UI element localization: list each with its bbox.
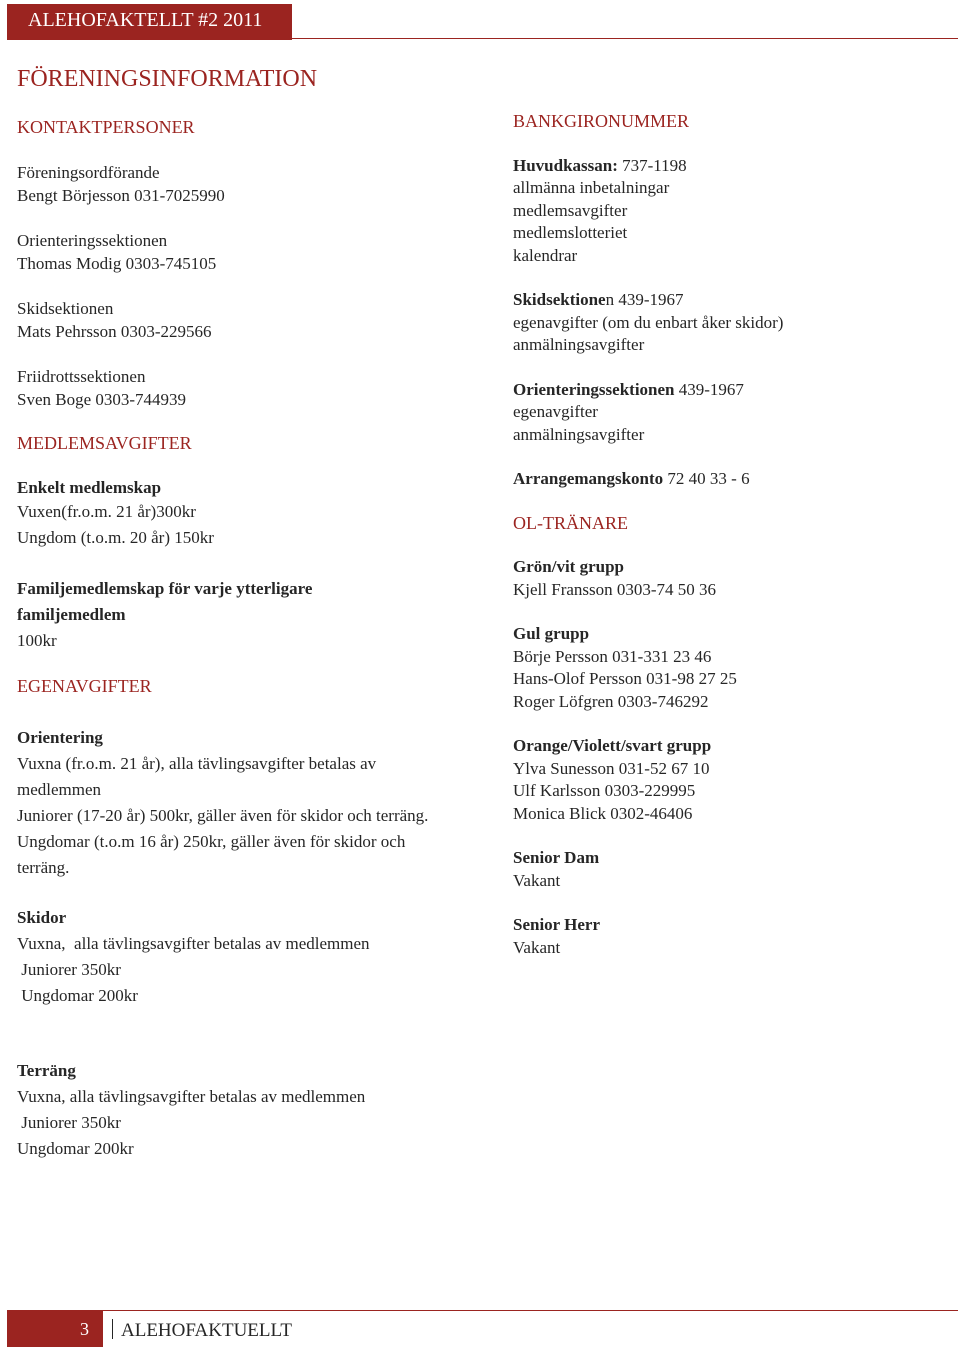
- terrang-block: [17, 1058, 467, 1162]
- kontakt-person: Bengt Börjesson 031-7025990: [17, 186, 225, 205]
- skid-item: egenavgifter (om du enbart åker skidor): [513, 312, 784, 332]
- header-rule: [292, 38, 958, 39]
- orient-bank-label: Orienteringssektionen: [513, 379, 675, 399]
- skidor-label: Skidor: [17, 908, 67, 927]
- ol-member: Börje Persson 031-331 23 46: [513, 646, 712, 666]
- kontakt-role: Skidsektionen: [17, 299, 114, 318]
- skidor-line: Vuxna, alla tävlingsavgifter betalas av medlemmen: [17, 934, 370, 953]
- orient-bank-line: [513, 379, 953, 402]
- huvud-item: medlemsavgifter: [513, 200, 628, 220]
- ol-group-name: Senior Herr: [513, 915, 601, 934]
- ol-member: Kjell Fransson 0303-74 50 36: [513, 579, 717, 599]
- kontakt-heading: KONTAKTPERSONER: [17, 117, 195, 137]
- arr-label: Arrangemangskonto: [513, 469, 664, 488]
- huvud-item: allmänna inbetalningar: [513, 178, 670, 197]
- orient-bank-item: anmälningsavgifter: [513, 424, 645, 444]
- kontakt-role: Friidrottssektionen: [17, 367, 146, 386]
- ol-group-name: Grön/vit grupp: [513, 557, 624, 576]
- kontakt-role: Orienteringssektionen: [17, 231, 168, 250]
- huvud-item: kalendrar: [513, 245, 578, 265]
- orient-line: Juniorer (17-20 år) 500kr, gäller även för skidor och terräng.: [17, 806, 429, 825]
- footer-rule: [7, 1310, 958, 1311]
- skid-label: Skidsektione: [513, 290, 606, 309]
- terrang-label: Terräng: [17, 1061, 76, 1080]
- footer-separator: [112, 1319, 113, 1339]
- orient-line: Ungdomar (t.o.m 16 år) 250kr, gäller även för skidor och terräng.: [17, 832, 406, 877]
- ol-group-name: Orange/Violett/svart grupp: [513, 736, 712, 755]
- orient-line: Vuxna (fr.o.m. 21 år), alla tävlingsavgifter betalas av medlemmen: [17, 754, 377, 799]
- skid-line: [513, 289, 953, 312]
- skid-item: anmälningsavgifter: [513, 335, 645, 354]
- huvud-label: Huvudkassan:: [513, 155, 618, 175]
- familj-label: Familjemedlemskap för varje ytterligare familjemedlem: [17, 579, 313, 624]
- footer-name-wrap: [112, 1319, 292, 1342]
- arr-number: 72 40 33 - 6: [663, 469, 750, 488]
- ungdom-price: Ungdom (t.o.m. 20 år) 150kr: [17, 528, 214, 547]
- skid-rest: n 439-1967: [605, 290, 684, 309]
- page-title: FÖRENINGSINFORMATION: [17, 66, 318, 92]
- kontakt-person: Thomas Modig 0303-745105: [17, 254, 217, 273]
- skidor-line: Ungdomar 200kr: [17, 986, 138, 1005]
- orient-bank-item: egenavgifter: [513, 402, 598, 421]
- huvud-item: medlemslotteriet: [513, 223, 628, 242]
- vuxen-price: Vuxen(fr.o.m. 21 år)300kr: [17, 502, 196, 521]
- ol-member: Vakant: [513, 870, 561, 890]
- ol-member: Ulf Karlsson 0303-229995: [513, 781, 696, 800]
- kontakt-role: Föreningsordförande: [17, 163, 160, 182]
- familj-price: 100kr: [17, 631, 57, 650]
- ol-member: Vakant: [513, 937, 561, 957]
- page-number: 3: [80, 1319, 89, 1339]
- terrang-line: Juniorer 350kr: [17, 1113, 121, 1132]
- orient-bank-number: 439-1967: [674, 379, 744, 399]
- kontakt-person: Sven Boge 0303-744939: [17, 390, 187, 409]
- terrang-line: Vuxna, alla tävlingsavgifter betalas av medlemmen: [17, 1087, 366, 1106]
- ol-member: Ylva Sunesson 031-52 67 10: [513, 758, 710, 778]
- left-column: [17, 116, 467, 1009]
- ol-member: Monica Blick 0302-46406: [513, 803, 693, 823]
- header-title: ALEHOFAKTELLT #2 2011: [28, 9, 263, 31]
- medlem-heading: MEDLEMSAVGIFTER: [17, 433, 192, 453]
- huvud-number: 737-1198: [617, 155, 687, 175]
- right-column: [513, 110, 953, 959]
- arr-line: [513, 468, 953, 491]
- bank-heading: BANKGIRONUMMER: [513, 111, 690, 131]
- footer-name: ALEHOFAKTUELLT: [121, 1320, 292, 1341]
- terrang-line: Ungdomar 200kr: [17, 1139, 134, 1158]
- kontakt-person: Mats Pehrsson 0303-229566: [17, 322, 212, 341]
- ol-group-name: Senior Dam: [513, 848, 600, 867]
- huvud-line: [513, 155, 953, 178]
- egen-heading: EGENAVGIFTER: [17, 676, 152, 696]
- skidor-line: Juniorer 350kr: [17, 960, 121, 979]
- ol-member: Roger Löfgren 0303-746292: [513, 691, 709, 711]
- enkelt-label: Enkelt medlemskap: [17, 478, 162, 497]
- ol-member: Hans-Olof Persson 031-98 27 25: [513, 669, 737, 688]
- orient-label: Orientering: [17, 728, 103, 747]
- ol-group-name: Gul grupp: [513, 624, 590, 643]
- ol-heading: OL-TRÄNARE: [513, 512, 628, 533]
